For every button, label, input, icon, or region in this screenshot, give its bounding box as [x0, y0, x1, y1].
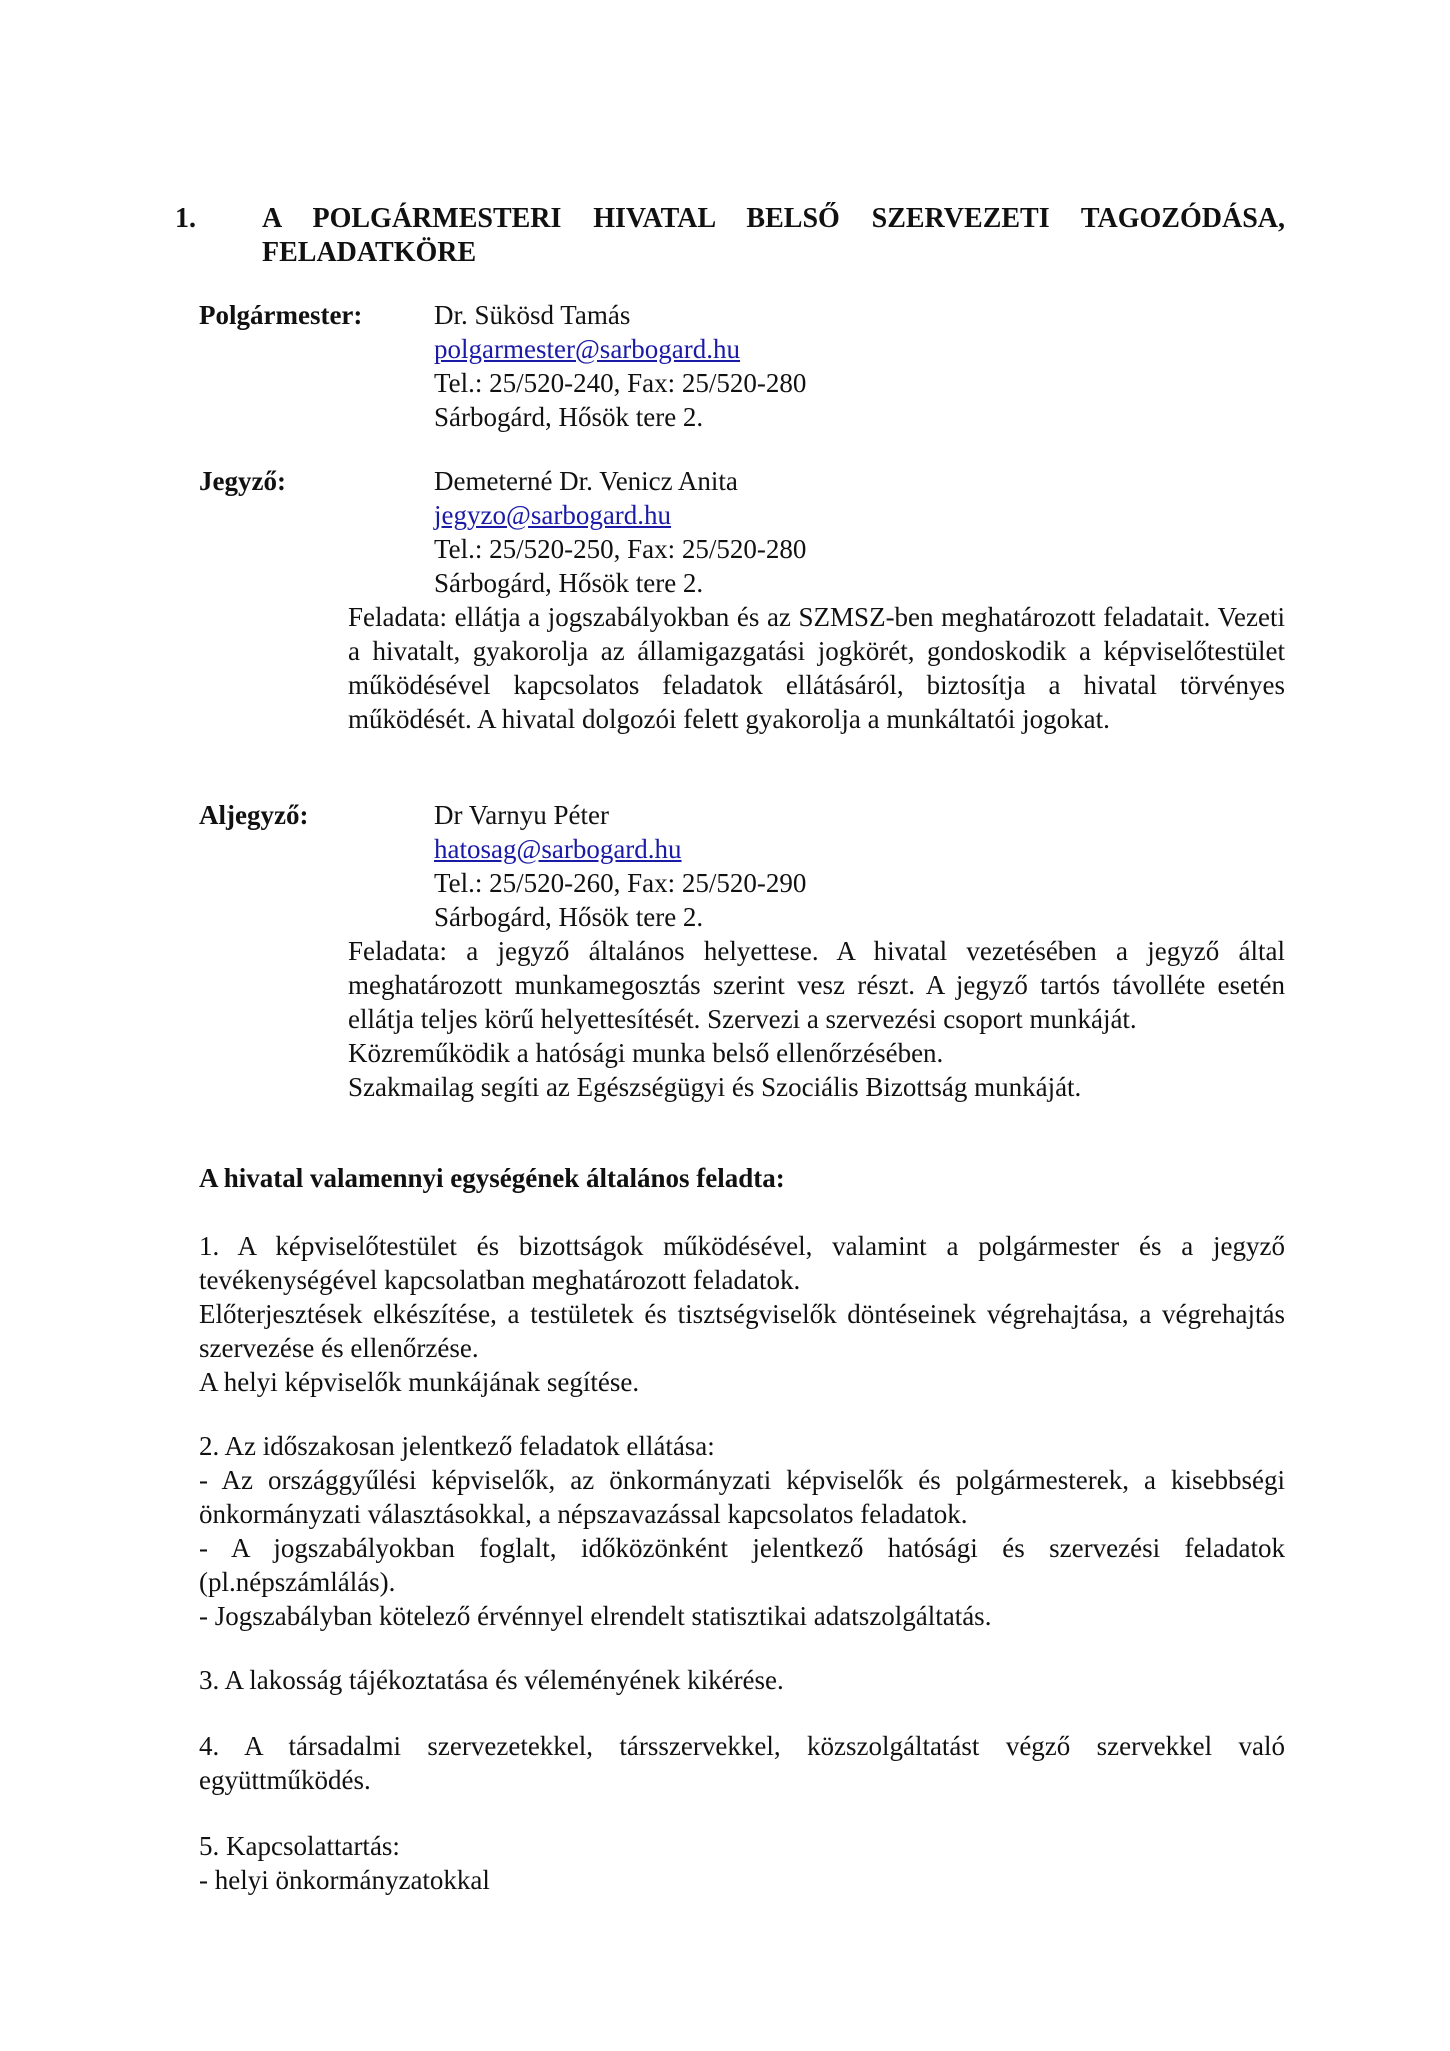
- task-line: 3. A lakosság tájékoztatása és véleményének kikérése.: [199, 1665, 784, 1695]
- mayor-block: [199, 298, 1285, 434]
- deputy-notary-block: [199, 798, 1285, 1104]
- deputy-notary-duty-paragraph: Szakmailag segíti az Egészségügyi és Szociális Bizottság munkáját.: [348, 1072, 1082, 1102]
- deputy-notary-address: Sárbogárd, Hősök tere 2.: [434, 902, 704, 932]
- task-item-5: [199, 1829, 1285, 1897]
- deputy-notary-phone: Tel.: 25/520-260, Fax: 25/520-290: [434, 868, 807, 898]
- mayor-details: [434, 298, 1285, 434]
- notary-duty-paragraph: Feladata: ellátja a jogszabályokban és az SZMSZ-ben meghatározott feladatait. Vezeti a hivatalt, gyakorolja az államigazgatási jogkörét, gondoskodik a képviselőtestület működésével kapcsolatos feladatok ellátásáról, biztosítja a hivatal törvényes működését. A hivatal dolgozói felett gyakorolja a munkáltatói jogokat.: [348, 602, 1285, 734]
- mayor-role: Polgármester:: [199, 300, 363, 330]
- notary-block: [199, 464, 1285, 736]
- task-line: - A jogszabályokban foglalt, időközönként jelentkező hatósági és szervezési feladatok (pl.népszámlálás).: [199, 1533, 1285, 1597]
- deputy-notary-role: Aljegyző:: [199, 800, 309, 830]
- notary-email-link[interactable]: jegyzo@sarbogard.hu: [434, 500, 672, 530]
- task-item-1: [199, 1229, 1285, 1399]
- task-line: Előterjesztések elkészítése, a testületek és tisztségviselők döntéseinek végrehajtása, a végrehajtás szervezése és ellenőrzése.: [199, 1299, 1285, 1363]
- task-line: 2. Az időszakosan jelentkező feladatok ellátása:: [199, 1431, 715, 1461]
- mayor-address: Sárbogárd, Hősök tere 2.: [434, 402, 704, 432]
- task-line: 5. Kapcsolattartás:: [199, 1831, 400, 1861]
- task-item-2: [199, 1429, 1285, 1633]
- task-line: - Jogszabályban kötelező érvénnyel elrendelt statisztikai adatszolgáltatás.: [199, 1601, 992, 1631]
- notary-phone: Tel.: 25/520-250, Fax: 25/520-280: [434, 534, 807, 564]
- deputy-notary-duty-paragraph: Közreműködik a hatósági munka belső ellenőrzésében.: [348, 1038, 944, 1068]
- task-line: A helyi képviselők munkájának segítése.: [199, 1367, 640, 1397]
- notary-name: Demeterné Dr. Venicz Anita: [434, 466, 738, 496]
- notary-address: Sárbogárd, Hősök tere 2.: [434, 568, 704, 598]
- deputy-notary-details: [434, 798, 1285, 934]
- deputy-notary-email-link[interactable]: hatosag@sarbogard.hu: [434, 834, 682, 864]
- general-tasks-title: A hivatal valamennyi egységének általános feladta:: [199, 1163, 785, 1193]
- section-heading: [175, 202, 1285, 270]
- task-item-3: [199, 1663, 1285, 1697]
- task-line: - helyi önkormányzatokkal: [199, 1865, 490, 1895]
- deputy-notary-duty-paragraph: Feladata: a jegyző általános helyettese. A hivatal vezetésében a jegyző által meghatározott munkamegosztás szerint vesz részt. A jegyző tartós távolléte esetén ellátja teljes körű helyettesítését. Szervezi a szervezési csoport munkáját.: [348, 936, 1285, 1034]
- deputy-notary-duties: [348, 934, 1285, 1104]
- notary-details: [434, 464, 1285, 600]
- mayor-name: Dr. Sükösd Tamás: [434, 300, 631, 330]
- notary-duties: [348, 600, 1285, 736]
- heading-number: 1.: [175, 203, 196, 234]
- heading-title: A POLGÁRMESTERI HIVATAL BELSŐ SZERVEZETI TAGOZÓDÁSA, FELADATKÖRE: [262, 203, 1285, 268]
- mayor-email-link[interactable]: polgarmester@sarbogard.hu: [434, 334, 741, 364]
- task-item-4: [199, 1729, 1285, 1797]
- notary-role: Jegyző:: [199, 466, 286, 496]
- task-line: 4. A társadalmi szervezetekkel, társszervekkel, közszolgáltatást végző szervekkel való együttműködés.: [199, 1731, 1285, 1795]
- task-line: 1. A képviselőtestület és bizottságok működésével, valamint a polgármester és a jegyző tevékenységével kapcsolatban meghatározott feladatok.: [199, 1231, 1285, 1295]
- deputy-notary-name: Dr Varnyu Péter: [434, 800, 609, 830]
- task-line: - Az országgyűlési képviselők, az önkormányzati képviselők és polgármesterek, a kisebbségi önkormányzati választásokkal, a népszavazással kapcsolatos feladatok.: [199, 1465, 1285, 1529]
- mayor-phone: Tel.: 25/520-240, Fax: 25/520-280: [434, 368, 807, 398]
